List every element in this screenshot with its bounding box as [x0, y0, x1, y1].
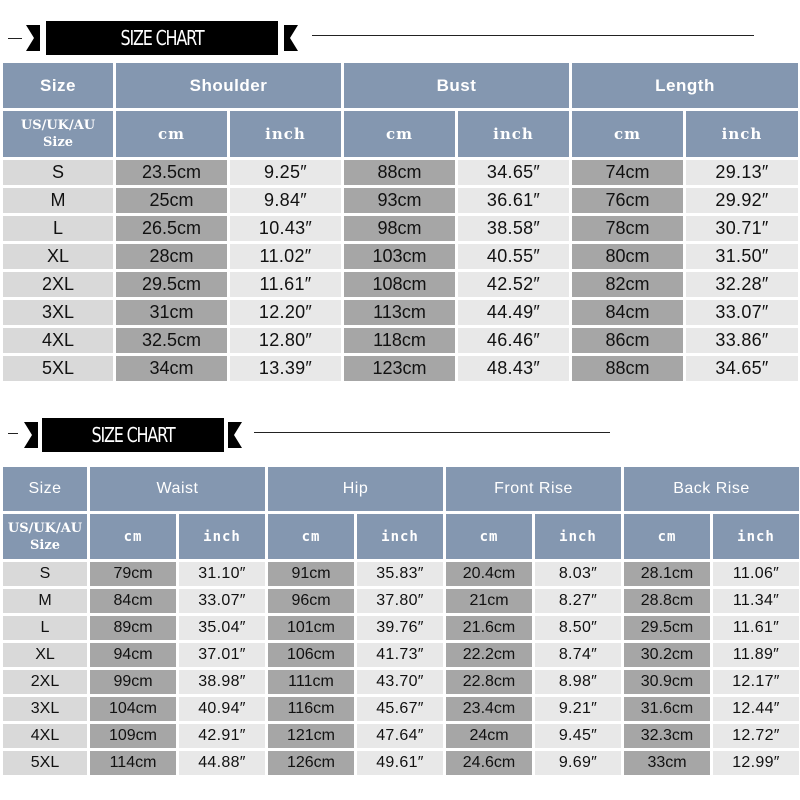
cm-value-cell: 21.6cm — [446, 616, 532, 640]
inch-value-cell: 8.98″ — [535, 670, 621, 694]
cm-value-cell: 32.5cm — [116, 328, 227, 353]
cm-value-cell: 98cm — [344, 216, 455, 241]
subheader-shoulder-cm: cm — [116, 111, 227, 157]
size-label-cell: 3XL — [3, 697, 87, 721]
header-hip: Hip — [268, 467, 443, 511]
banner-title: SIZE CHART — [120, 26, 204, 50]
inch-value-cell: 12.20″ — [230, 300, 341, 325]
subheader-bust-inch: inch — [458, 111, 569, 157]
inch-value-cell: 40.94″ — [179, 697, 265, 721]
header-shoulder: Shoulder — [116, 63, 341, 108]
inch-value-cell: 39.76″ — [357, 616, 443, 640]
subheader-back-rise-cm: cm — [624, 514, 710, 559]
cm-value-cell: 29.5cm — [116, 272, 227, 297]
subheader-size-region — [3, 514, 87, 559]
inch-value-cell: 8.27″ — [535, 589, 621, 613]
size-chart-banner-2 — [0, 415, 800, 455]
inch-value-cell: 41.73″ — [357, 643, 443, 667]
banner-rule-right — [254, 432, 610, 433]
cm-value-cell: 33cm — [624, 751, 710, 775]
cm-value-cell: 101cm — [268, 616, 354, 640]
subheader-size-text: Size — [43, 135, 73, 150]
cm-value-cell: 113cm — [344, 300, 455, 325]
size-label-cell: XL — [3, 244, 113, 269]
inch-value-cell: 9.69″ — [535, 751, 621, 775]
size-label-cell: 3XL — [3, 300, 113, 325]
cm-value-cell: 88cm — [572, 356, 683, 381]
cm-value-cell: 25cm — [116, 188, 227, 213]
banner-ribbon — [26, 21, 298, 55]
inch-value-cell: 37.80″ — [357, 589, 443, 613]
inch-value-cell: 11.61″ — [230, 272, 341, 297]
cm-value-cell: 31.6cm — [624, 697, 710, 721]
subheader-shoulder-inch: inch — [230, 111, 341, 157]
subheader-bust-cm: cm — [344, 111, 455, 157]
cm-value-cell: 20.4cm — [446, 562, 532, 586]
inch-value-cell: 11.02″ — [230, 244, 341, 269]
inch-value-cell: 35.83″ — [357, 562, 443, 586]
inch-value-cell: 12.44″ — [713, 697, 799, 721]
inch-value-cell: 37.01″ — [179, 643, 265, 667]
cm-value-cell: 74cm — [572, 160, 683, 185]
cm-value-cell: 106cm — [268, 643, 354, 667]
inch-value-cell: 48.43″ — [458, 356, 569, 381]
inch-value-cell: 33.07″ — [686, 300, 798, 325]
subheader-front-rise-inch: inch — [535, 514, 621, 559]
cm-value-cell: 116cm — [268, 697, 354, 721]
inch-value-cell: 42.52″ — [458, 272, 569, 297]
header-waist: Waist — [90, 467, 265, 511]
cm-value-cell: 24cm — [446, 724, 532, 748]
cm-value-cell: 24.6cm — [446, 751, 532, 775]
cm-value-cell: 86cm — [572, 328, 683, 353]
size-label-cell: S — [3, 562, 87, 586]
cm-value-cell: 30.2cm — [624, 643, 710, 667]
inch-value-cell: 12.99″ — [713, 751, 799, 775]
cm-value-cell: 22.2cm — [446, 643, 532, 667]
subheader-hip-cm: cm — [268, 514, 354, 559]
inch-value-cell: 38.58″ — [458, 216, 569, 241]
size-label-cell: 4XL — [3, 328, 113, 353]
inch-value-cell: 12.80″ — [230, 328, 341, 353]
size-label-cell: L — [3, 616, 87, 640]
subheader-hip-inch: inch — [357, 514, 443, 559]
cm-value-cell: 108cm — [344, 272, 455, 297]
banner-rule-left — [8, 38, 22, 39]
inch-value-cell: 8.74″ — [535, 643, 621, 667]
cm-value-cell: 121cm — [268, 724, 354, 748]
subheader-size-text: Size — [30, 537, 60, 553]
inch-value-cell: 12.72″ — [713, 724, 799, 748]
subheader-back-rise-inch: inch — [713, 514, 799, 559]
cm-value-cell: 23.4cm — [446, 697, 532, 721]
inch-value-cell: 44.49″ — [458, 300, 569, 325]
size-label-cell: 5XL — [3, 751, 87, 775]
inch-value-cell: 34.65″ — [458, 160, 569, 185]
size-chart-bottom-table — [3, 467, 798, 775]
inch-value-cell: 46.46″ — [458, 328, 569, 353]
cm-value-cell: 91cm — [268, 562, 354, 586]
subheader-size-region — [3, 111, 113, 157]
cm-value-cell: 22.8cm — [446, 670, 532, 694]
subheader-region-text: US/UK/AU — [7, 520, 83, 536]
size-label-cell: 5XL — [3, 356, 113, 381]
inch-value-cell: 8.03″ — [535, 562, 621, 586]
banner-title: SIZE CHART — [91, 423, 175, 447]
cm-value-cell: 28.1cm — [624, 562, 710, 586]
cm-value-cell: 79cm — [90, 562, 176, 586]
cm-value-cell: 30.9cm — [624, 670, 710, 694]
cm-value-cell: 88cm — [344, 160, 455, 185]
cm-value-cell: 76cm — [572, 188, 683, 213]
inch-value-cell: 42.91″ — [179, 724, 265, 748]
subheader-waist-inch: inch — [179, 514, 265, 559]
subheader-waist-cm: cm — [90, 514, 176, 559]
subheader-length-cm: cm — [572, 111, 683, 157]
size-chart-top-table — [3, 63, 798, 381]
subheader-front-rise-cm: cm — [446, 514, 532, 559]
size-label-cell: L — [3, 216, 113, 241]
inch-value-cell: 44.88″ — [179, 751, 265, 775]
cm-value-cell: 118cm — [344, 328, 455, 353]
cm-value-cell: 28cm — [116, 244, 227, 269]
size-label-cell: S — [3, 160, 113, 185]
inch-value-cell: 30.71″ — [686, 216, 798, 241]
cm-value-cell: 96cm — [268, 589, 354, 613]
inch-value-cell: 31.10″ — [179, 562, 265, 586]
inch-value-cell: 9.84″ — [230, 188, 341, 213]
inch-value-cell: 40.55″ — [458, 244, 569, 269]
size-label-cell: M — [3, 589, 87, 613]
inch-value-cell: 9.25″ — [230, 160, 341, 185]
cm-value-cell: 21cm — [446, 589, 532, 613]
cm-value-cell: 126cm — [268, 751, 354, 775]
size-label-cell: XL — [3, 643, 87, 667]
inch-value-cell: 9.45″ — [535, 724, 621, 748]
cm-value-cell: 99cm — [90, 670, 176, 694]
cm-value-cell: 78cm — [572, 216, 683, 241]
subheader-length-inch: inch — [686, 111, 798, 157]
inch-value-cell: 11.34″ — [713, 589, 799, 613]
inch-value-cell: 38.98″ — [179, 670, 265, 694]
inch-value-cell: 43.70″ — [357, 670, 443, 694]
cm-value-cell: 29.5cm — [624, 616, 710, 640]
inch-value-cell: 9.21″ — [535, 697, 621, 721]
inch-value-cell: 8.50″ — [535, 616, 621, 640]
cm-value-cell: 104cm — [90, 697, 176, 721]
size-label-cell: 2XL — [3, 272, 113, 297]
inch-value-cell: 47.64″ — [357, 724, 443, 748]
cm-value-cell: 34cm — [116, 356, 227, 381]
inch-value-cell: 34.65″ — [686, 356, 798, 381]
inch-value-cell: 13.39″ — [230, 356, 341, 381]
banner-rule-left — [8, 433, 18, 434]
inch-value-cell: 29.13″ — [686, 160, 798, 185]
cm-value-cell: 31cm — [116, 300, 227, 325]
cm-value-cell: 26.5cm — [116, 216, 227, 241]
cm-value-cell: 82cm — [572, 272, 683, 297]
size-label-cell: 4XL — [3, 724, 87, 748]
inch-value-cell: 33.07″ — [179, 589, 265, 613]
inch-value-cell: 11.61″ — [713, 616, 799, 640]
banner-rule-right — [312, 35, 754, 36]
inch-value-cell: 45.67″ — [357, 697, 443, 721]
size-label-cell: M — [3, 188, 113, 213]
cm-value-cell: 23.5cm — [116, 160, 227, 185]
inch-value-cell: 31.50″ — [686, 244, 798, 269]
cm-value-cell: 28.8cm — [624, 589, 710, 613]
header-bust: Bust — [344, 63, 569, 108]
inch-value-cell: 35.04″ — [179, 616, 265, 640]
inch-value-cell: 11.06″ — [713, 562, 799, 586]
inch-value-cell: 10.43″ — [230, 216, 341, 241]
inch-value-cell: 29.92″ — [686, 188, 798, 213]
inch-value-cell: 32.28″ — [686, 272, 798, 297]
header-size: Size — [3, 467, 87, 511]
inch-value-cell: 49.61″ — [357, 751, 443, 775]
cm-value-cell: 32.3cm — [624, 724, 710, 748]
header-size: Size — [3, 63, 113, 108]
header-length: Length — [572, 63, 798, 108]
inch-value-cell: 33.86″ — [686, 328, 798, 353]
banner-ribbon — [24, 418, 242, 452]
inch-value-cell: 36.61″ — [458, 188, 569, 213]
subheader-region-text: US/UK/AU — [20, 118, 96, 133]
size-label-cell: 2XL — [3, 670, 87, 694]
cm-value-cell: 103cm — [344, 244, 455, 269]
inch-value-cell: 12.17″ — [713, 670, 799, 694]
cm-value-cell: 111cm — [268, 670, 354, 694]
inch-value-cell: 11.89″ — [713, 643, 799, 667]
cm-value-cell: 89cm — [90, 616, 176, 640]
size-chart-banner-1 — [0, 18, 800, 58]
cm-value-cell: 109cm — [90, 724, 176, 748]
header-back-rise: Back Rise — [624, 467, 799, 511]
cm-value-cell: 84cm — [572, 300, 683, 325]
cm-value-cell: 80cm — [572, 244, 683, 269]
cm-value-cell: 114cm — [90, 751, 176, 775]
header-front-rise: Front Rise — [446, 467, 621, 511]
cm-value-cell: 84cm — [90, 589, 176, 613]
cm-value-cell: 94cm — [90, 643, 176, 667]
cm-value-cell: 123cm — [344, 356, 455, 381]
cm-value-cell: 93cm — [344, 188, 455, 213]
